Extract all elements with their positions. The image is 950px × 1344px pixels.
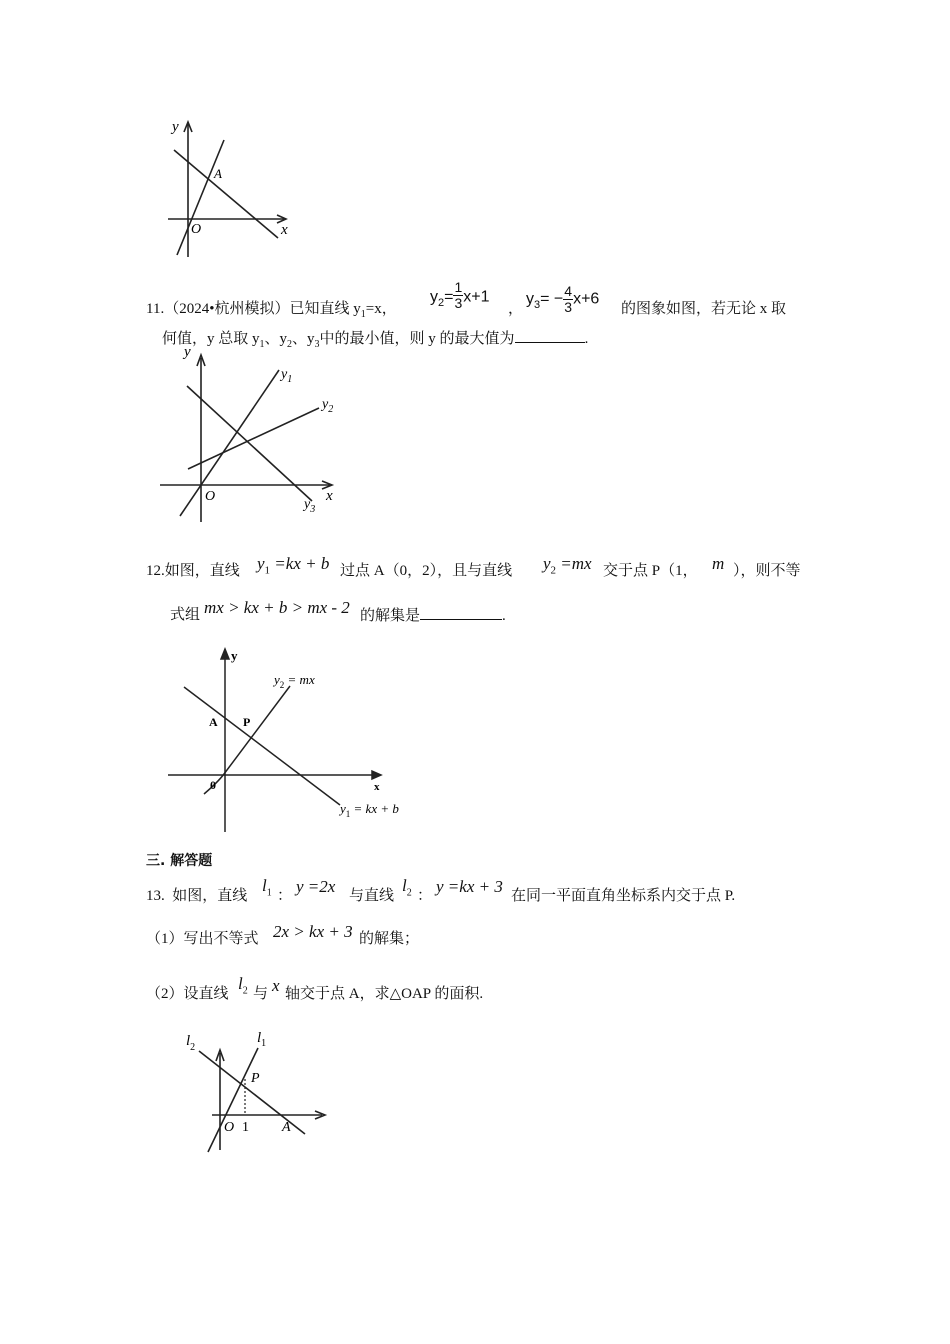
graph-q11-x-label: x bbox=[326, 488, 333, 504]
q11-y3-fraction: $\frac{4}{3}$ bbox=[564, 283, 573, 315]
q12-y2-formula: $y_2 =mx$ bbox=[543, 554, 592, 577]
q12-y1-formula: $y_1 =kx + b$ bbox=[257, 554, 330, 577]
q13-part-2: （2）设直线 bbox=[146, 986, 229, 1002]
graph-q13-l1-label: $l_1$ bbox=[257, 1030, 267, 1049]
graph-q12-x-label: x bbox=[374, 781, 380, 793]
graph-q11-origin-label: O bbox=[205, 489, 216, 504]
q13-part-2-l2: $l_2$ bbox=[238, 974, 248, 997]
graph-q13-p-label: P bbox=[251, 1071, 260, 1086]
graph-q11-y-axis-label: y bbox=[184, 344, 191, 360]
graph-q13-origin-label: O bbox=[224, 1120, 235, 1135]
graph-1-y-label: y bbox=[172, 119, 179, 135]
q11-line-2: 何值，y 总取 $y_1$、$y_2$、$y_3$中的最小值，则 y 的最大值为 . bbox=[162, 328, 588, 355]
graph-q13-one-label: 1 bbox=[242, 1120, 249, 1135]
section-3-title: 三. 解答题 bbox=[146, 853, 213, 869]
graph-q13-a-label: A bbox=[282, 1120, 291, 1135]
graph-q11-y3-label: $y_3$ bbox=[304, 497, 316, 515]
q13-number: 13. bbox=[146, 888, 165, 904]
q11-y2-fraction: $\frac{1}{3}$ bbox=[454, 279, 463, 311]
graph-q12-y1-label: $y_1$ = kx + b bbox=[340, 801, 399, 819]
graph-q11-y1-label: $y_1$ bbox=[281, 367, 293, 385]
graph-q11-y2-label: $y_2$ bbox=[322, 397, 334, 415]
q12-line-2: 式组 bbox=[170, 607, 201, 623]
q11-y2-formula: $y_2=$ $\frac{1}{3}$ x+1 bbox=[430, 279, 490, 311]
q13-l2: $l_2$ bbox=[402, 876, 412, 899]
q11-line-1: 11.（2024•杭州模拟）已知直线 $y_1=x$， bbox=[146, 301, 397, 320]
q12-number: 12. bbox=[146, 563, 165, 579]
graph-1-origin-label: O bbox=[191, 222, 202, 237]
graph-1-a-label: A bbox=[214, 166, 222, 181]
q13-eq2: y =kx + 3 bbox=[436, 877, 503, 896]
graph-q12-y-label: y bbox=[231, 648, 238, 663]
graph-1-x-label: x bbox=[281, 222, 288, 238]
q13-eq1: y =2x bbox=[296, 877, 336, 896]
graph-q12-p-label: P bbox=[243, 715, 251, 729]
q11-y3-formula: $y_3=$ − $\frac{4}{3}$ x+6 bbox=[526, 283, 600, 315]
q11-number: 11. bbox=[146, 301, 165, 317]
graph-q12-a-label: A bbox=[209, 715, 218, 729]
graph-q13-l2-label: $l_2$ bbox=[186, 1033, 196, 1053]
graph-q12-y2-label: $y_2$ = mx bbox=[274, 672, 315, 690]
q13-part-1-inequality: 2x > kx + 3 bbox=[273, 922, 353, 941]
graph-q12-origin-label: 0 bbox=[210, 778, 216, 792]
q13-l1: $l_1$ bbox=[262, 876, 272, 899]
q11-source: （2024•杭州模拟） bbox=[164, 301, 290, 317]
q13-part-1: （1）写出不等式 bbox=[146, 931, 259, 947]
q13-line-1: 13. 如图，直线 bbox=[146, 888, 248, 904]
q12-line-1: 12.如图，直线 bbox=[146, 563, 240, 579]
q12-inequality: mx > kx + b > mx - 2 bbox=[204, 598, 350, 617]
